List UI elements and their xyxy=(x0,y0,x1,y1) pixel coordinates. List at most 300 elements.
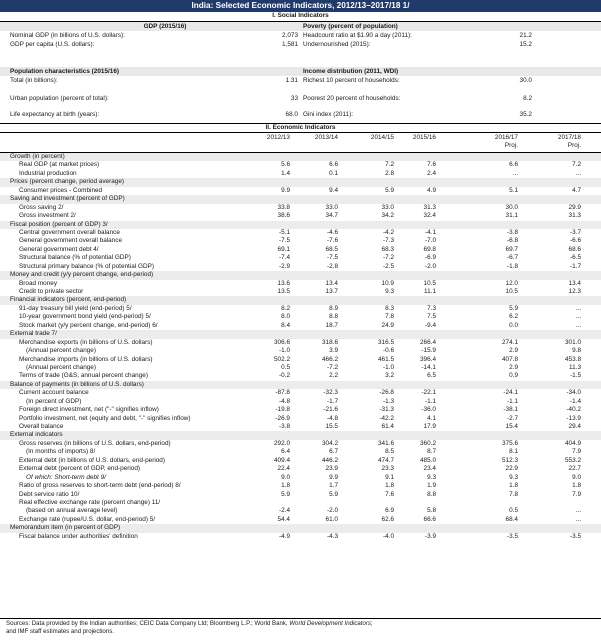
poverty-head: Poverty (percent of population) xyxy=(303,22,398,30)
table-row xyxy=(0,204,601,212)
cell-value: 2.9 xyxy=(509,363,518,371)
cell-value: 33.0 xyxy=(325,203,338,211)
cell-value: ... xyxy=(575,507,581,515)
cell-value: -1.1 xyxy=(424,397,436,405)
cell-value: 13.6 xyxy=(277,279,290,287)
cell-value: 485.0 xyxy=(420,456,436,464)
cell-value: -24.1 xyxy=(503,389,518,397)
category-label: Saving and investment (percent of GDP) xyxy=(10,195,125,203)
cell-value: 0.9 xyxy=(509,372,518,380)
cell-value: 9.3 xyxy=(427,473,436,481)
sources-note xyxy=(6,620,596,637)
row-label: Of which: Short-term debt 9/ xyxy=(26,473,106,481)
row-label: (Annual percent change) xyxy=(26,363,96,371)
cell-value: 34.2 xyxy=(381,212,394,220)
cell-value: -4.2 xyxy=(382,228,394,236)
row-label: Consumer prices - Combined xyxy=(19,186,103,194)
population-label: Total (in billions): xyxy=(10,76,58,84)
cell-value: 553.2 xyxy=(565,456,581,464)
cell-value: 31.3 xyxy=(423,203,436,211)
cell-value: -3.9 xyxy=(424,532,436,540)
table-row xyxy=(0,482,601,490)
table-row xyxy=(0,313,601,321)
cell-value: -7.2 xyxy=(326,363,338,371)
cell-value: 13.4 xyxy=(568,279,581,287)
table-row xyxy=(0,280,601,288)
cell-value: 466.2 xyxy=(322,355,338,363)
row-label: Broad money xyxy=(19,279,58,287)
cell-value: 9.8 xyxy=(572,347,581,355)
cell-value: 7.6 xyxy=(427,161,436,169)
table-row xyxy=(0,347,601,355)
cell-value: -1.0 xyxy=(382,363,394,371)
cell-value: 341.6 xyxy=(378,439,394,447)
cell-value: 11.3 xyxy=(569,363,581,371)
cell-value: 2.4 xyxy=(427,169,436,177)
cell-value: 8.9 xyxy=(329,304,338,312)
cell-value: -7.2 xyxy=(382,254,394,262)
year-header: 2013/14 xyxy=(314,134,338,141)
cell-value: 62.6 xyxy=(381,515,394,523)
cell-value: 446.2 xyxy=(322,456,338,464)
cell-value: 9.9 xyxy=(281,186,290,194)
cell-value: -0.6 xyxy=(382,347,394,355)
poverty-label: Headcount ratio at $1.90 a day (2011): xyxy=(303,31,412,39)
year-header: 2014/15 xyxy=(370,134,394,141)
sources-line-2: and IMF staff estimates and projections. xyxy=(6,628,114,636)
cell-value: -0.2 xyxy=(278,372,290,380)
cell-value: -26.9 xyxy=(275,414,290,422)
table-row xyxy=(0,339,601,347)
table-row xyxy=(0,457,601,465)
year-header: 2016/17 xyxy=(494,134,518,141)
cell-value: 453.8 xyxy=(565,355,581,363)
cell-value: 10.5 xyxy=(423,279,436,287)
cell-value: 38.6 xyxy=(277,212,290,220)
cell-value: 1.4 xyxy=(281,169,290,177)
cell-value: 306.6 xyxy=(274,338,290,346)
gdp-value: 1,581 xyxy=(282,40,298,48)
cell-value: -40.2 xyxy=(566,406,581,414)
cell-value: 33.8 xyxy=(277,203,290,211)
cell-value: -34.0 xyxy=(566,389,581,397)
cell-value: 1.8 xyxy=(572,482,581,490)
cell-value: -4.1 xyxy=(424,228,436,236)
population-label: Urban population (percent of total): xyxy=(10,94,109,102)
cell-value: -31.3 xyxy=(379,406,394,414)
cell-value: -3.8 xyxy=(278,423,290,430)
income-label: Richest 10 percent of households: xyxy=(303,76,400,84)
table-row xyxy=(0,263,601,271)
projection-label: Proj. xyxy=(504,142,518,149)
cell-value: -19.8 xyxy=(275,406,290,414)
cell-value: -6.8 xyxy=(506,237,518,245)
cell-value: 22.4 xyxy=(277,465,290,473)
cell-value: 2.2 xyxy=(329,372,338,380)
cell-value: -4.3 xyxy=(326,532,338,540)
table-row xyxy=(0,161,601,169)
cell-value: 68.4 xyxy=(505,515,518,523)
cell-value: 7.5 xyxy=(427,313,436,321)
category-row xyxy=(0,431,601,439)
gdp-value: 2,073 xyxy=(282,31,298,39)
row-label: Merchandise imports (in billions of U.S. dollars) xyxy=(19,355,153,363)
cell-value: 3.9 xyxy=(329,347,338,355)
cell-value: 7.6 xyxy=(385,490,394,498)
cell-value: -4.9 xyxy=(278,532,290,540)
cell-value: 502.2 xyxy=(274,355,290,363)
cell-value: -1.1 xyxy=(506,397,518,405)
row-label: Industrial production xyxy=(19,169,77,177)
cell-value: 292.0 xyxy=(274,439,290,447)
row-label: Terms of trade (G&S, annual percent change) xyxy=(19,372,148,380)
row-label: Portfolio investment, net (equity and debt, "-" signifies inflow) xyxy=(19,414,191,422)
cell-value: -21.6 xyxy=(323,406,338,414)
cell-value: 409.4 xyxy=(274,456,290,464)
cell-value: 12.3 xyxy=(568,288,581,295)
cell-value: -7.0 xyxy=(424,237,436,245)
gdp-head: GDP (2015/16) xyxy=(143,22,187,30)
cell-value: 29.9 xyxy=(568,203,581,211)
cell-value: 10.9 xyxy=(381,279,394,287)
cell-value: -6.6 xyxy=(569,237,581,245)
economic-indicators-body xyxy=(0,153,601,541)
cell-value: 375.6 xyxy=(502,439,518,447)
table-row xyxy=(0,229,601,237)
cell-value: 318.6 xyxy=(322,338,338,346)
income-value: 8.2 xyxy=(523,94,532,102)
cell-value: -4.6 xyxy=(326,228,338,236)
income-label: Gini index (2011): xyxy=(303,110,353,118)
cell-value: -2.9 xyxy=(278,262,290,270)
category-row xyxy=(0,330,601,338)
population-value: 33 xyxy=(290,94,298,102)
table-row xyxy=(0,389,601,397)
cell-value: 9.3 xyxy=(385,288,394,295)
year-header: 2012/13 xyxy=(266,134,290,141)
row-label: Overall balance xyxy=(19,423,64,430)
cell-value: 3.2 xyxy=(385,372,394,380)
table-row xyxy=(0,187,601,195)
cell-value: 68.5 xyxy=(325,245,338,253)
table-row xyxy=(0,516,601,524)
cell-value: -7.5 xyxy=(326,254,338,262)
row-label: Debt service ratio 10/ xyxy=(19,490,80,498)
cell-value: 5.1 xyxy=(509,186,518,194)
cell-value: -6.9 xyxy=(424,254,436,262)
cell-value: 66.6 xyxy=(423,515,436,523)
cell-value: -1.8 xyxy=(506,262,518,270)
cell-value: 1.8 xyxy=(509,482,518,490)
table-row xyxy=(0,448,601,456)
row-label: Ratio of gross reserves to short-term debt (end-period) 8/ xyxy=(19,482,181,490)
table-row xyxy=(0,415,601,423)
category-label: Fiscal position (percent of GDP) 3/ xyxy=(10,220,108,228)
cell-value: 17.9 xyxy=(423,423,436,430)
cell-value: -13.9 xyxy=(566,414,581,422)
cell-value: 1.8 xyxy=(281,482,290,490)
table-row xyxy=(0,533,601,541)
cell-value: 5.9 xyxy=(509,304,518,312)
category-row xyxy=(0,296,601,304)
cell-value: -2.8 xyxy=(326,262,338,270)
cell-value: -38.1 xyxy=(503,406,518,414)
cell-value: 6.6 xyxy=(329,161,338,169)
category-row xyxy=(0,195,601,203)
cell-value: 474.7 xyxy=(378,456,394,464)
cell-value: 23.9 xyxy=(325,465,338,473)
cell-value: 8.3 xyxy=(385,304,394,312)
cell-value: ... xyxy=(575,321,581,329)
row-label: Credit to private sector xyxy=(19,288,84,295)
cell-value: 6.4 xyxy=(281,448,290,456)
gdp-label: GDP per capita (U.S. dollars): xyxy=(10,40,95,48)
category-label: Balance of payments (in billions of U.S. dollars) xyxy=(10,380,144,388)
category-label: Growth (in percent) xyxy=(10,153,65,160)
cell-value: -1.7 xyxy=(326,397,338,405)
cell-value: 316.5 xyxy=(378,338,394,346)
cell-value: 4.9 xyxy=(427,186,436,194)
cell-value: 9.1 xyxy=(385,473,394,481)
cell-value: ... xyxy=(575,169,581,177)
cell-value: 69.1 xyxy=(277,245,290,253)
cell-value: 8.1 xyxy=(509,448,518,456)
cell-value: 69.7 xyxy=(505,245,518,253)
cell-value: 22.7 xyxy=(568,465,581,473)
cell-value: 31.3 xyxy=(568,212,581,220)
category-label: Prices (percent change, period average) xyxy=(10,178,125,186)
cell-value: -3.8 xyxy=(506,228,518,236)
cell-value: 13.5 xyxy=(277,288,290,295)
poverty-value: 15.2 xyxy=(519,40,532,48)
cell-value: 9.4 xyxy=(329,186,338,194)
row-label: (Annual percent change) xyxy=(26,347,96,355)
row-label: 10-year government bond yield (end-period) 5/ xyxy=(19,313,151,321)
cell-value: 2.9 xyxy=(509,347,518,355)
bottom-rule xyxy=(0,618,601,619)
cell-value: -1.5 xyxy=(569,372,581,380)
row-label: Gross investment 2/ xyxy=(19,212,76,220)
cell-value: 29.4 xyxy=(568,423,581,430)
cell-value: -3.7 xyxy=(569,228,581,236)
cell-value: 18.7 xyxy=(325,321,338,329)
cell-value: 7.9 xyxy=(572,448,581,456)
row-label: Real GDP (at market prices) xyxy=(19,161,100,169)
cell-value: 22.9 xyxy=(505,465,518,473)
row-label: External debt (percent of GDP, end-period) xyxy=(19,465,141,473)
cell-value: 301.0 xyxy=(565,338,581,346)
row-label: Gross reserves (in billions of U.S. dollars, end-period) xyxy=(19,439,171,447)
cell-value: 61.4 xyxy=(381,423,394,430)
cell-value: 0.5 xyxy=(281,363,290,371)
row-label: (In percent of GDP) xyxy=(26,397,82,405)
cell-value: 6.9 xyxy=(385,507,394,515)
row-label: Real effective exchange rate (percent change) 11/ xyxy=(19,498,161,506)
cell-value: 68.6 xyxy=(568,245,581,253)
cell-value: -1.3 xyxy=(382,397,394,405)
cell-value: 404.9 xyxy=(565,439,581,447)
cell-value: 68.3 xyxy=(381,245,394,253)
cell-value: -3.5 xyxy=(569,532,581,540)
cell-value: -2.0 xyxy=(326,507,338,515)
cell-value: 8.2 xyxy=(281,304,290,312)
row-label: 91-day treasury bill yield (end-period) 5/ xyxy=(19,304,132,312)
cell-value: -7.3 xyxy=(382,237,394,245)
cell-value: 34.7 xyxy=(325,212,338,220)
table-row xyxy=(0,499,601,507)
category-label: Memorandum item (in percent of GDP) xyxy=(10,524,121,532)
gdp-label: Nominal GDP (in billions of U.S. dollars): xyxy=(10,31,125,39)
cell-value: 2.8 xyxy=(385,169,394,177)
income-head: Income distribution (2011, WDI) xyxy=(303,67,399,75)
income-value: 30.0 xyxy=(519,76,532,84)
cell-value: -4.0 xyxy=(382,532,394,540)
section-1-heading: I. Social Indicators xyxy=(0,12,601,22)
category-row xyxy=(0,271,601,279)
cell-value: 8.5 xyxy=(385,448,394,456)
row-label: Structural primary balance (% of potential GDP) xyxy=(19,262,154,270)
table-row xyxy=(0,372,601,380)
cell-value: 7.8 xyxy=(385,313,394,321)
poverty-value: 21.2 xyxy=(519,31,532,39)
cell-value: 0.1 xyxy=(329,169,338,177)
cell-value: 30.0 xyxy=(505,203,518,211)
table-row xyxy=(0,356,601,364)
cell-value: -32.3 xyxy=(323,389,338,397)
table-row xyxy=(0,398,601,406)
table-row xyxy=(0,474,601,482)
cell-value: -1.7 xyxy=(569,262,581,270)
cell-value: 5.9 xyxy=(385,186,394,194)
table-row xyxy=(0,212,601,220)
year-header-row xyxy=(0,133,601,153)
table-title: India: Selected Economic Indicators, 2012/13–2017/18 1/ xyxy=(0,0,601,12)
cell-value: 6.7 xyxy=(329,448,338,456)
social-indicators-section xyxy=(0,22,601,123)
cell-value: 360.2 xyxy=(420,439,436,447)
table-row xyxy=(0,170,601,178)
row-label: (based on annual average level) xyxy=(26,507,118,515)
cell-value: 7.2 xyxy=(385,161,394,169)
cell-value: ... xyxy=(575,313,581,321)
population-head: Population characteristics (2015/16) xyxy=(10,67,120,75)
section-2-heading: II. Economic Indicators xyxy=(0,123,601,134)
cell-value: 8.8 xyxy=(427,490,436,498)
cell-value: 7.8 xyxy=(509,490,518,498)
cell-value: 7.2 xyxy=(572,161,581,169)
cell-value: -26.8 xyxy=(379,389,394,397)
category-row xyxy=(0,381,601,389)
category-label: External trade 7/ xyxy=(10,330,57,338)
cell-value: 54.4 xyxy=(277,515,290,523)
category-row xyxy=(0,178,601,186)
table-row xyxy=(0,406,601,414)
cell-value: 13.4 xyxy=(325,279,338,287)
cell-value: 5.6 xyxy=(281,161,290,169)
table-row xyxy=(0,237,601,245)
population-value: 68.0 xyxy=(285,110,298,118)
cell-value: 32.4 xyxy=(423,212,436,220)
cell-value: -2.4 xyxy=(278,507,290,515)
category-label: Financial indicators (percent, end-period) xyxy=(10,296,127,304)
cell-value: 9.3 xyxy=(509,473,518,481)
cell-value: 61.0 xyxy=(325,515,338,523)
cell-value: 266.4 xyxy=(420,338,436,346)
cell-value: 407.8 xyxy=(502,355,518,363)
cell-value: 23.3 xyxy=(381,465,394,473)
income-value: 35.2 xyxy=(519,110,532,118)
cell-value: -7.4 xyxy=(278,254,290,262)
cell-value: -9.4 xyxy=(424,321,436,329)
cell-value: 274.1 xyxy=(502,338,518,346)
cell-value: 24.9 xyxy=(381,321,394,329)
cell-value: 7.9 xyxy=(572,490,581,498)
cell-value: -4.8 xyxy=(278,397,290,405)
table-row xyxy=(0,491,601,499)
cell-value: ... xyxy=(575,304,581,312)
table-row xyxy=(0,246,601,254)
cell-value: 6.2 xyxy=(509,313,518,321)
cell-value: 13.7 xyxy=(325,288,338,295)
income-label: Poorest 20 percent of households: xyxy=(303,94,401,102)
cell-value: -7.5 xyxy=(278,237,290,245)
cell-value: 8.0 xyxy=(281,313,290,321)
year-header: 2015/16 xyxy=(412,134,436,141)
cell-value: 15.4 xyxy=(505,423,518,430)
cell-value: 15.5 xyxy=(325,423,338,430)
row-label: Current account balance xyxy=(19,389,89,397)
cell-value: -1.0 xyxy=(278,347,290,355)
cell-value: -2.7 xyxy=(506,414,518,422)
row-label: External debt (in billions of U.S. dollars, end-period) xyxy=(19,456,165,464)
poverty-label: Undernourished (2015): xyxy=(303,40,371,48)
cell-value: 23.4 xyxy=(423,465,436,473)
cell-value: -42.2 xyxy=(379,414,394,422)
cell-value: -87.8 xyxy=(275,389,290,397)
cell-value: -36.0 xyxy=(421,406,436,414)
cell-value: -7.6 xyxy=(326,237,338,245)
cell-value: 6.5 xyxy=(427,372,436,380)
cell-value: 31.1 xyxy=(505,212,518,220)
sources-text-end: ; xyxy=(370,620,373,627)
cell-value: 461.5 xyxy=(378,355,394,363)
category-row xyxy=(0,221,601,229)
table-row xyxy=(0,465,601,473)
category-row xyxy=(0,153,601,161)
cell-value: 8.8 xyxy=(329,313,338,321)
cell-value: -22.1 xyxy=(421,389,436,397)
population-label: Life expectancy at birth (years): xyxy=(10,110,100,118)
cell-value: ... xyxy=(575,515,581,523)
cell-value: -14.1 xyxy=(421,363,436,371)
year-header: 2017/18 xyxy=(557,134,581,141)
row-label: General government overall balance xyxy=(19,237,123,245)
category-row xyxy=(0,524,601,532)
row-label: General government debt 4/ xyxy=(19,245,99,253)
table-row xyxy=(0,507,601,515)
cell-value: 33.0 xyxy=(381,203,394,211)
row-label: Foreign direct investment, net ("-" signifies inflow) xyxy=(19,406,159,414)
row-label: (In months of imports) 8/ xyxy=(26,448,96,456)
cell-value: 8.7 xyxy=(427,448,436,456)
cell-value: -2.5 xyxy=(382,262,394,270)
cell-value: 9.0 xyxy=(281,473,290,481)
category-label: External indicators xyxy=(10,431,63,439)
cell-value: 11.1 xyxy=(424,288,436,295)
cell-value: 9.9 xyxy=(329,473,338,481)
population-value: 1.31 xyxy=(285,76,298,84)
category-label: Money and credit (y/y percent change, end-period) xyxy=(10,271,154,279)
